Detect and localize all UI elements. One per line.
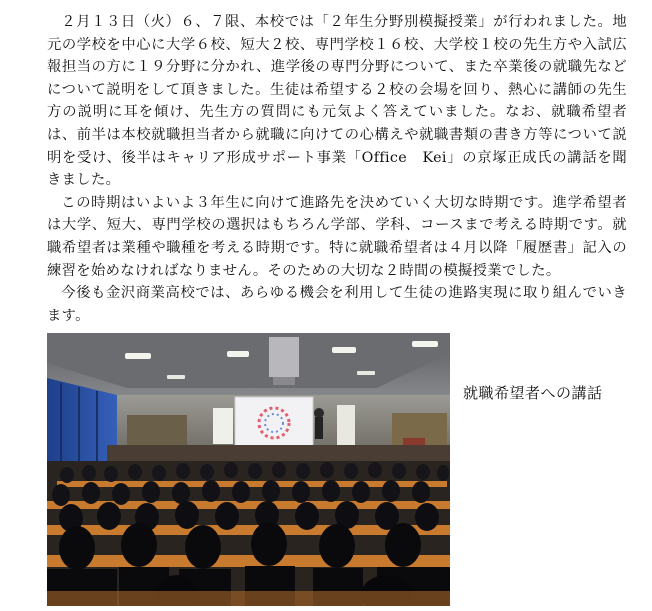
lecture-hall-photo bbox=[47, 333, 450, 606]
article-paragraph-2: この時期はいよいよ３年生に向けて進路先を決めていく大切な時期です。進学希望者は大学、短大、専門学校の選択はもちろん学部、学科、コースまで考える時期です。就職希望者は業種や職種を考える時期です。特に就職希望者は４月以降「履歴書」記入の練習を始めなければなりません。そのための大切な２時間の模擬授業でした。 bbox=[47, 194, 627, 279]
photo-caption: 就職希望者への講話 bbox=[463, 384, 603, 402]
article-paragraph-1: ２月１３日（火）６、７限、本校では「２年生分野別模擬授業」が行われました。地元の学校を中心に大学６校、短大２校、専門学校１６校、大学校１校の先生方や入試広報担当の方に１９分野に分かれ、進学後の専門分野について、また卒業後の就職先などについて説明をして頂きました。生徒は希望する２校の会場を回り、熱心に講師の先生方の説明に耳を傾け、先生方の質問にも元気よく答えていました。なお、就職希望者は、前半は本校就職担当者から就職に向けての心構えや就職書類の書き方等について説明を受け、後半はキャリア形成サポート事業「Office Kei」の京塚正成氏の講話を聞きました。 bbox=[47, 14, 627, 189]
article-body bbox=[47, 11, 627, 327]
article-paragraph-3: 今後も金沢商業高校では、あらゆる機会を利用して生徒の進路実現に取り組んでいきます。 bbox=[47, 285, 627, 324]
